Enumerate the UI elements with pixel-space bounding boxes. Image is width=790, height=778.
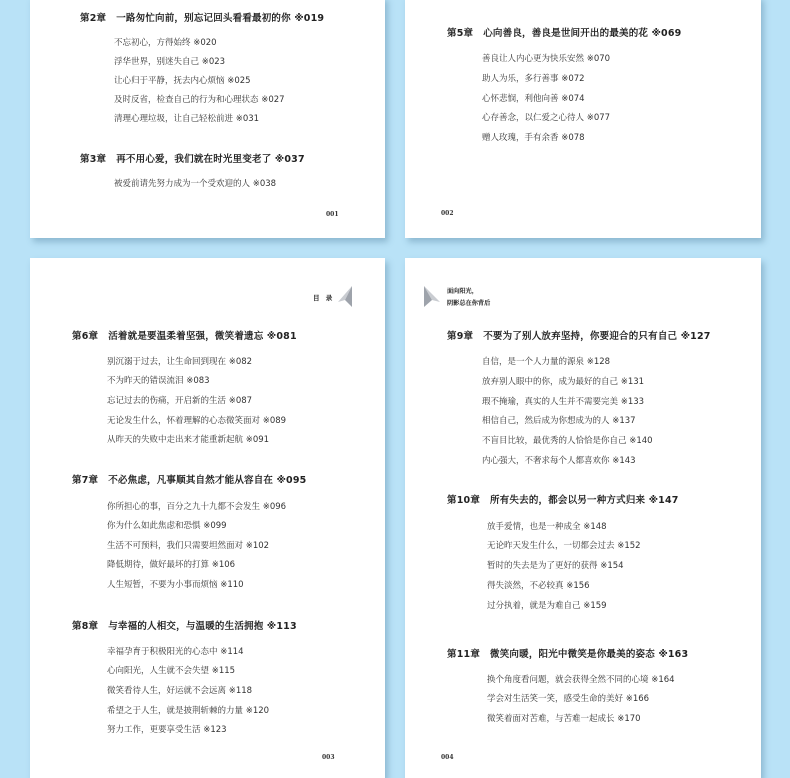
toc-entry: 你为什么如此焦虑和恐惧 ※099 xyxy=(107,521,227,531)
toc-entry: 无论昨天发生什么，一切都会过去 ※152 xyxy=(487,541,641,551)
toc-entry: 心存善念，以仁爱之心待人 ※077 xyxy=(482,113,611,123)
toc-entry: 生活不可预料，我们只需要坦然面对 ※102 xyxy=(107,541,270,551)
book-page-003 xyxy=(30,258,385,778)
chapter-heading: 第5章 心向善良，善良是世间开出的最美的花 ※069 xyxy=(447,28,682,39)
toc-entry: 让心归于平静，抚去内心烦恼 ※025 xyxy=(114,76,251,86)
toc-entry: 幸福孕育于积极阳光的心态中 ※114 xyxy=(107,647,244,657)
toc-entry: 清理心理垃圾，让自己轻松前进 ※031 xyxy=(114,114,260,124)
toc-entry: 微笑看待人生，好运就不会远离 ※118 xyxy=(107,686,253,696)
paper-plane-icon xyxy=(422,286,442,308)
toc-entry: 得失淡然，不必较真 ※156 xyxy=(487,581,590,591)
toc-entry: 及时反省，检查自己的行为和心理状态 ※027 xyxy=(114,95,285,105)
slogan: 面向阳光， 阴影总在你背后 xyxy=(447,288,491,307)
toc-entry: 不为昨天的错误流泪 ※083 xyxy=(107,376,210,386)
toc-entry: 心怀悲悯，利他向善 ※074 xyxy=(482,94,585,104)
book-page-001 xyxy=(30,0,385,238)
toc-entry: 助人为乐，多行善事 ※072 xyxy=(482,74,585,84)
chapter-heading: 第9章 不要为了别人放弃坚持，你要迎合的只有自己 ※127 xyxy=(447,331,711,342)
toc-entry: 自信，是一个人力量的源泉 ※128 xyxy=(482,357,611,367)
toc-entry: 换个角度看问题，就会获得全然不同的心境 ※164 xyxy=(487,675,675,685)
page-number: 003 xyxy=(322,754,335,761)
page-number: 004 xyxy=(441,754,454,761)
page-number: 001 xyxy=(326,211,339,218)
toc-entry: 从昨天的失败中走出来才能重新起航 ※091 xyxy=(107,435,270,445)
toc-entry: 放弃别人眼中的你，成为最好的自己 ※131 xyxy=(482,377,645,387)
toc-entry: 无论发生什么，怀着理解的心态微笑面对 ※089 xyxy=(107,416,287,426)
toc-entry: 被爱前请先努力成为一个受欢迎的人 ※038 xyxy=(114,179,277,189)
toc-entry: 暂时的失去是为了更好的获得 ※154 xyxy=(487,561,624,571)
chapter-heading: 第2章 一路匆忙向前，别忘记回头看看最初的你 ※019 xyxy=(80,13,325,24)
toc-entry: 浮华世界，别迷失自己 ※023 xyxy=(114,57,226,67)
toc-entry: 不盲目比较，最优秀的人恰恰是你自己 ※140 xyxy=(482,436,653,446)
book-page-004 xyxy=(405,258,761,778)
toc-entry: 努力工作，更要享受生活 ※123 xyxy=(107,725,227,735)
toc-entry: 你所担心的事，百分之九十九都不会发生 ※096 xyxy=(107,502,287,512)
page-number: 002 xyxy=(441,210,454,217)
toc-entry: 不忘初心，方得始终 ※020 xyxy=(114,38,217,48)
toc-entry: 心向阳光，人生就不会失望 ※115 xyxy=(107,666,236,676)
toc-entry: 赠人玫瑰，手有余香 ※078 xyxy=(482,133,585,143)
book-page-002 xyxy=(405,0,761,238)
toc-entry: 忘记过去的伤痛，开启新的生活 ※087 xyxy=(107,396,253,406)
toc-entry: 过分执着，就是为难自己 ※159 xyxy=(487,601,607,611)
toc-entry: 相信自己，然后成为你想成为的人 ※137 xyxy=(482,416,636,426)
toc-entry: 善良让人内心更为快乐安然 ※070 xyxy=(482,54,611,64)
chapter-heading: 第10章 所有失去的，都会以另一种方式归来 ※147 xyxy=(447,495,679,506)
toc-label: 目 录 xyxy=(313,294,335,302)
toc-entry: 人生短暂，不要为小事而烦恼 ※110 xyxy=(107,580,244,590)
chapter-heading: 第8章 与幸福的人相交，与温暖的生活拥抱 ※113 xyxy=(72,621,297,632)
toc-entry: 放手爱情，也是一种成全 ※148 xyxy=(487,522,607,532)
toc-entry: 学会对生活笑一笑，感受生命的美好 ※166 xyxy=(487,694,650,704)
toc-entry: 瑕不掩瑜，真实的人生并不需要完美 ※133 xyxy=(482,397,645,407)
chapter-heading: 第6章 活着就是要温柔着坚强，微笑着遗忘 ※081 xyxy=(72,331,297,342)
toc-entry: 别沉溺于过去，让生命回到现在 ※082 xyxy=(107,357,253,367)
chapter-heading: 第3章 再不用心爱，我们就在时光里变老了 ※037 xyxy=(80,154,305,165)
toc-entry: 内心强大，不奢求每个人都喜欢你 ※143 xyxy=(482,456,636,466)
toc-entry: 降低期待，做好最坏的打算 ※106 xyxy=(107,560,236,570)
chapter-heading: 第11章 微笑向暖，阳光中微笑是你最美的姿态 ※163 xyxy=(447,649,689,660)
chapter-heading: 第7章 不必焦虑，凡事顺其自然才能从容自在 ※095 xyxy=(72,475,307,486)
paper-plane-icon xyxy=(336,286,354,308)
toc-entry: 微笑着面对苦难，与苦难一起成长 ※170 xyxy=(487,714,641,724)
toc-entry: 希望之于人生，就是披荆斩棘的力量 ※120 xyxy=(107,706,270,716)
